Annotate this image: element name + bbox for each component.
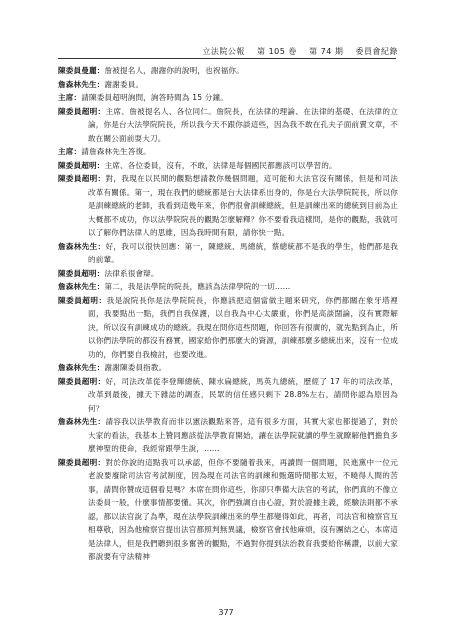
transcript-paragraph: [58, 64, 398, 78]
speech-text: 主席、詹被提名人、各位同仁。詹院長，在法律的理論、在法律的基礎、在法律的立論，你是台大法學院院長，所以我今天不跟你談這些，因為我不敢在孔夫子面前賣文章，不敢在關公面前耍大刀。: [88, 106, 398, 143]
speech-text: 第二，我是法學院的院長，應該為法律學院的一切……: [104, 282, 291, 291]
speaker-label: 詹森林先生：: [58, 417, 106, 426]
speaker-label: 陳委員超明：: [58, 106, 106, 116]
transcript-paragraph: [58, 172, 398, 240]
section-label: 委員會紀錄: [355, 47, 398, 56]
speech-text: 謝謝委員。: [104, 79, 144, 89]
transcript-body: [58, 64, 398, 564]
transcript-paragraph: [58, 78, 398, 92]
speech-text: 好，我可以很快回應：第一，陳總統、馬總統，蔡總統都不是我的學生，他們都是我的前輩。: [88, 241, 398, 264]
transcript-paragraph: [58, 361, 398, 375]
speech-text: 對於你說的這點我可以承認，但你不要隨着我來，再讀問一個問題，民進黨中一位元老說要廢除司法官考試制度，因為現在司法官的訓練和甄選時間都太短，不曉得人間的苦事，請問你贊成這個看見嗎？本席在問你這些，你卻只準備大法官的考試，你們真的不像立法委員一般，什麼事情都要懂。其次，你們強調自由心證，對於證據主義，經驗法則都不承認，都以法官說了為準，現在法學院訓練出來的學生都變得如此，再者，司法官和檢察官互相尊敬，因為他檢察官提出法官都照判無異議，檢察官會找他麻煩，沒有團結之心，本席這是法律人，但是我們聽到很多奮善的觀點，不過對你提到法治教育我要給你稱讚，以前大家都說要有守法精神: [88, 457, 398, 561]
header-divider: [58, 58, 396, 59]
speaker-label: 陳委員超明：: [58, 174, 106, 183]
transcript-paragraph: [58, 294, 398, 362]
transcript-paragraph: [58, 240, 398, 267]
page-header: [202, 46, 398, 57]
speech-text: 法律系很會辯。: [104, 268, 159, 278]
issue-label: 第 74 期: [309, 47, 344, 56]
transcript-paragraph: [58, 91, 398, 105]
speech-text: 主席、各位委員，沒有，不敢，法律是每個國民都應該可以學習的。: [104, 160, 337, 170]
publication-title: 立法院公報: [202, 47, 245, 56]
transcript-paragraph: [58, 267, 398, 281]
transcript-paragraph: [58, 415, 398, 456]
speaker-label: 主席：: [58, 93, 82, 102]
speech-text: 我是說院長你是法學院院長，你應該把這個當做主題來研究，你們都關在象牙塔裡面，我要點出一點，我們自我保護，以自我為中心太嚴重，你們是高談闊論，沒有實際解決，所以沒有訓練成功的總統。我現在問你這些問題，你回答有很廣的，就先點到為止，所以你們法學院的都沒有務實，國家給你們那麼大的資源，訓練那麼多總統出來，沒有一位成功的，你們要自我檢討，也要改進。: [88, 295, 398, 359]
volume-label: 第 105 卷: [257, 47, 297, 56]
speech-text: 謝謝陳委員指教。: [104, 363, 167, 372]
transcript-paragraph: [58, 159, 398, 173]
speaker-label: 陳委員超明：: [58, 268, 105, 278]
speaker-label: 陳委員超明：: [58, 457, 106, 467]
transcript-paragraph: [58, 375, 398, 416]
speaker-label: 陳委員曼麗：: [58, 66, 105, 75]
speech-text: 詹被提名人，謝謝你的說明，也祝福你。: [104, 66, 244, 75]
transcript-paragraph: [58, 280, 398, 294]
page-number: 377: [218, 608, 234, 617]
speaker-label: 詹森林先生：: [58, 282, 105, 291]
speech-text: 對，我現在以民間的觀點想請教你幾個問題，這可能和大法官沒有關係，但是和司法改革有關係。第一，現在我們的總統都是台大法律系出身的，你是台大法學院院長，所以你是訓練總統的老師，我看到這幾年來，你們很會訓練總統，但是訓練出來的總統到目前為止大概都不成功，你以法學院院長的觀點怎麼解釋？你不要看我這樣問，是你的觀點，我就可以了解你們法律人的思維，因為我時間有限，請你快一點。: [88, 174, 398, 237]
speech-text: 請容我以法學教育而非以憲法觀點來答，這有很多方面，其實大家也都提過了，對於大家的看法，我基本上贊同應該從法學教育開始，讓在法學院就讀的學生就瞭解他們擔負多麼神聖的使命，我經常跟學生說，……: [88, 417, 398, 453]
speaker-label: 陳委員超明：: [58, 160, 105, 170]
transcript-paragraph: [58, 456, 398, 564]
transcript-paragraph: [58, 105, 398, 146]
speaker-label: 陳委員超明：: [58, 376, 106, 386]
speech-text: 請陳委員超明詢問，詢答時間為 15 分鐘。: [81, 93, 228, 102]
speech-text: 好，司法改革從李登輝總統、陳水扁總統，馬英九總統，歷經了 17 年的司法改革，改革到最後，據天下雜誌的調查，民眾的信任感只剩下 28.8%左右，請問你認為原因為何？: [88, 376, 398, 413]
speaker-label: 主席：: [58, 147, 82, 156]
speech-text: 請詹森林先生答復。: [81, 147, 151, 156]
speaker-label: 詹森林先生：: [58, 363, 105, 372]
speaker-label: 詹森林先生：: [58, 79, 105, 89]
transcript-paragraph: [58, 145, 398, 159]
speaker-label: 陳委員超明：: [58, 295, 107, 305]
speaker-label: 詹森林先生：: [58, 241, 106, 251]
